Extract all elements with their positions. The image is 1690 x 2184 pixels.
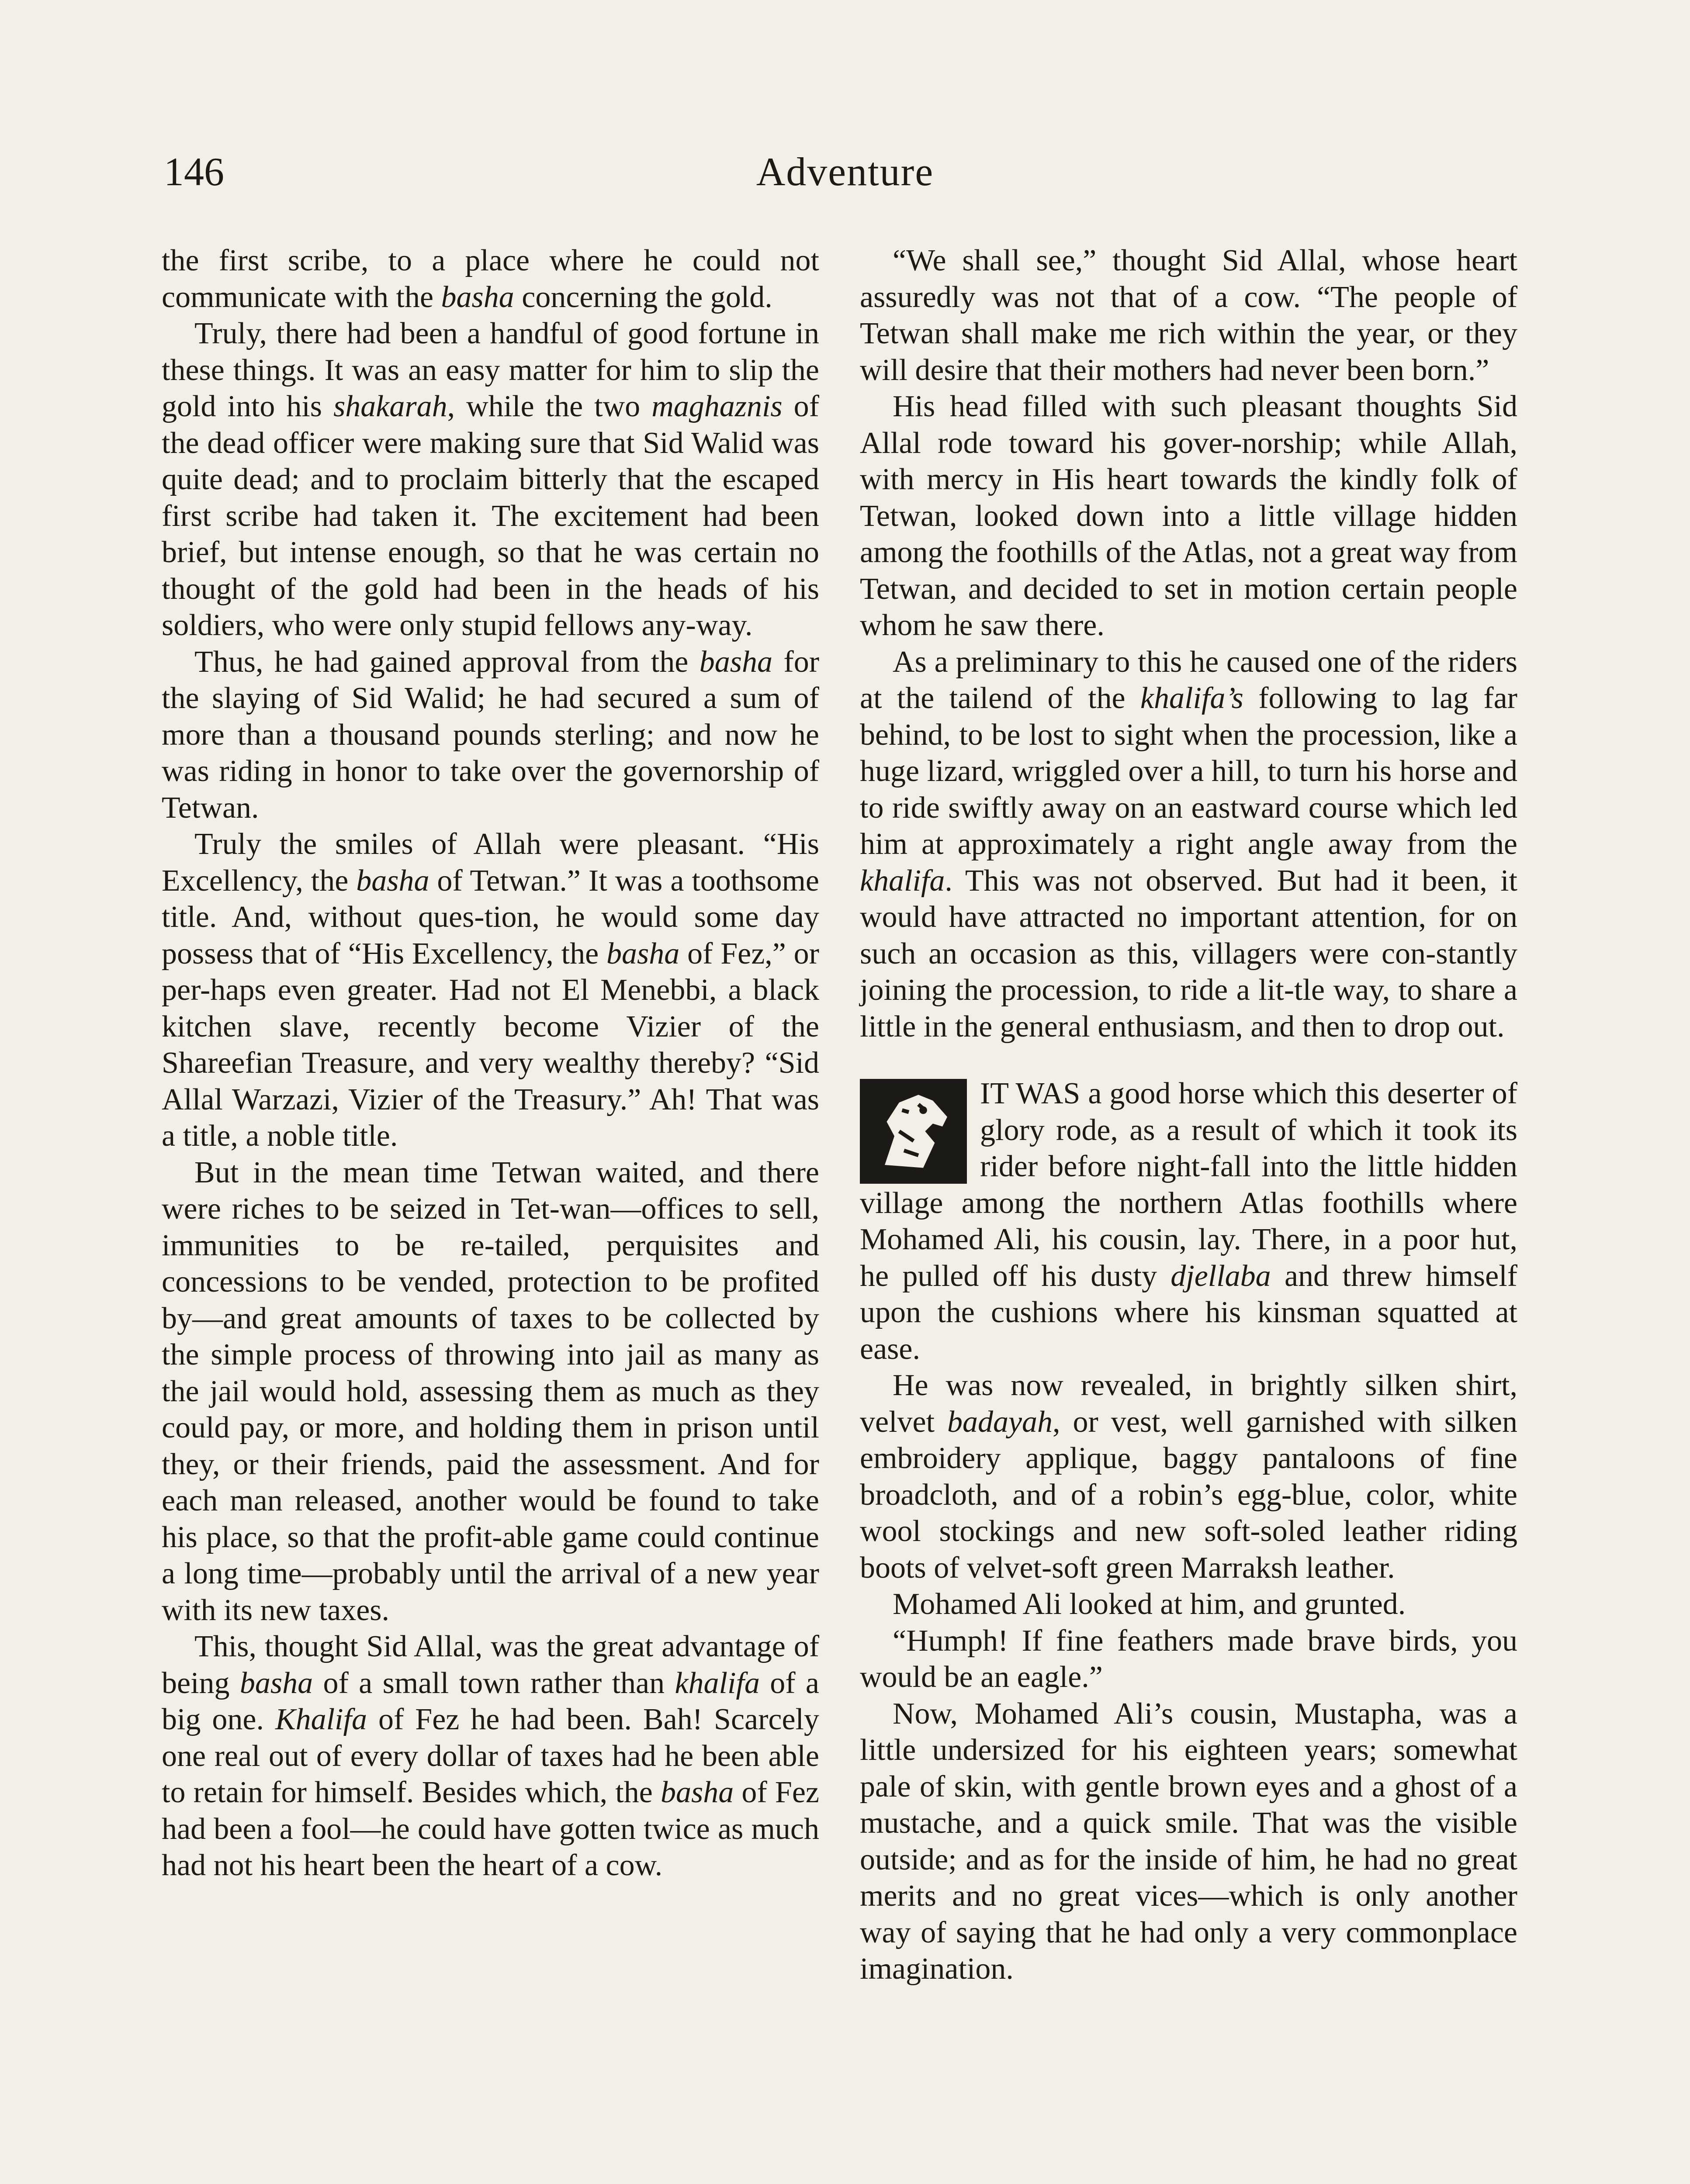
paragraph: “We shall see,” thought Sid Allal, whose heart assuredly was not that of a cow. “The people of Tetwan shall make me rich within the year, or they will desire that their mothers had never been born.” [860, 244, 1517, 387]
horse-head-icon [860, 1079, 967, 1184]
paragraph: IT WAS a good horse which this deserter of glory rode, as a result of which it took its rider before night-fall into the little hidden village among the northern Atlas foothills where Mohamed Ali, his cousin, lay. There, in a poor hut, he pulled off his dusty djellaba and threw himself upon the cushions where his kinsman squatted at ease. [860, 1077, 1517, 1366]
left-column [162, 242, 819, 1884]
paragraph: His head filled with such pleasant thoughts Sid Allal rode toward his gover-norship; while Allah, with mercy in His heart towards the kindly folk of Tetwan, looked down into a little village hidden among the foothills of the Atlas, not a great way from Tetwan, and decided to set in motion certain people whom he saw there. [860, 390, 1517, 642]
section-start [860, 1075, 1517, 1367]
paragraph: As a preliminary to this he caused one of the riders at the tailend of the khalifa’s following to lag far behind, to be lost to sight when the procession, like a huge lizard, wriggled over a hill, to turn his horse and to ride swiftly away on an eastward course which led him at approximately a right angle away from the khalifa. This was not observed. But had it been, it would have attracted no important attention, for on such an occasion as this, villagers were con-stantly joining the procession, to ride a lit-tle way, to share a little in the general enthusiasm, and then to drop out. [860, 645, 1517, 1044]
right-column [860, 242, 1517, 1987]
paragraph: “Humph! If fine feathers made brave birds, you would be an eagle.” [860, 1624, 1517, 1694]
paragraph: the first scribe, to a place where he could not communicate with the basha concerning the gold. [162, 244, 819, 314]
paragraph: Now, Mohamed Ali’s cousin, Mustapha, was a little undersized for his eighteen years; somewhat pale of skin, with gentle brown eyes and a ghost of a mustache, and a quick smile. That was the visible outside; and as for the inside of him, he had no great merits and no great vices—which is only another way of saying that he had only a very commonplace imagination. [860, 1697, 1517, 1986]
paragraph: Truly, there had been a handful of good fortune in these things. It was an easy matter for him to slip the gold into his shakarah, while the two maghaznis of the dead officer were making sure that Sid Walid was quite dead; and to proclaim bitterly that the escaped first scribe had taken it. The excitement had been brief, but intense enough, so that he was certain no thought of the gold had been in the heads of his soldiers, who were only stupid fellows any-way. [162, 317, 819, 642]
paragraph: But in the mean time Tetwan waited, and there were riches to be seized in Tet-wan—offices to sell, immunities to be re-tailed, perquisites and concessions to be vended, protection to be profited by—and great amounts of taxes to be collected by the simple process of throwing into jail as many as the jail would hold, assessing them as much as they could pay, or more, and holding them in prison until they, or their friends, paid the assessment. And for each man released, another would be found to take his place, so that the profit-able game could continue a long time—probably until the arrival of a new year with its new taxes. [162, 1155, 819, 1627]
running-title: Adventure [756, 149, 934, 194]
paragraph: Thus, he had gained approval from the basha for the slaying of Sid Walid; he had secured a sum of more than a thousand pounds sterling; and now he was riding in honor to take over the governorship of Tetwan. [162, 645, 819, 825]
paragraph: This, thought Sid Allal, was the great advantage of being basha of a small town rather than khalifa of a big one. Khalifa of Fez he had been. Bah! Scarcely one real out of every dollar of taxes had he been able to retain for himself. Besides which, the basha of Fez had been a fool—he could have gotten twice as much had not his heart been the heart of a cow. [162, 1630, 819, 1882]
paragraph: Truly the smiles of Allah were pleasant. “His Excellency, the basha of Tetwan.” It was a toothsome title. And, without ques-tion, he would some day possess that of “His Excellency, the basha of Fez,” or per-haps even greater. Had not El Menebbi, a black kitchen slave, recently become Vizier of the Shareefian Treasure, and very wealthy thereby? “Sid Allal Warzazi, Vizier of the Treasury.” Ah! That was a title, a noble title. [162, 827, 819, 1153]
page-header [0, 148, 1690, 209]
paragraph: He was now revealed, in brightly silken shirt, velvet badayah, or vest, well garnished with silken embroidery applique, baggy pantaloons of fine broadcloth, and of a robin’s egg-blue, color, white wool stockings and new soft-soled leather riding boots of velvet-soft green Marraksh leather. [860, 1368, 1517, 1585]
page-number: 146 [164, 149, 224, 194]
paragraph: Mohamed Ali looked at him, and grunted. [893, 1587, 1406, 1621]
